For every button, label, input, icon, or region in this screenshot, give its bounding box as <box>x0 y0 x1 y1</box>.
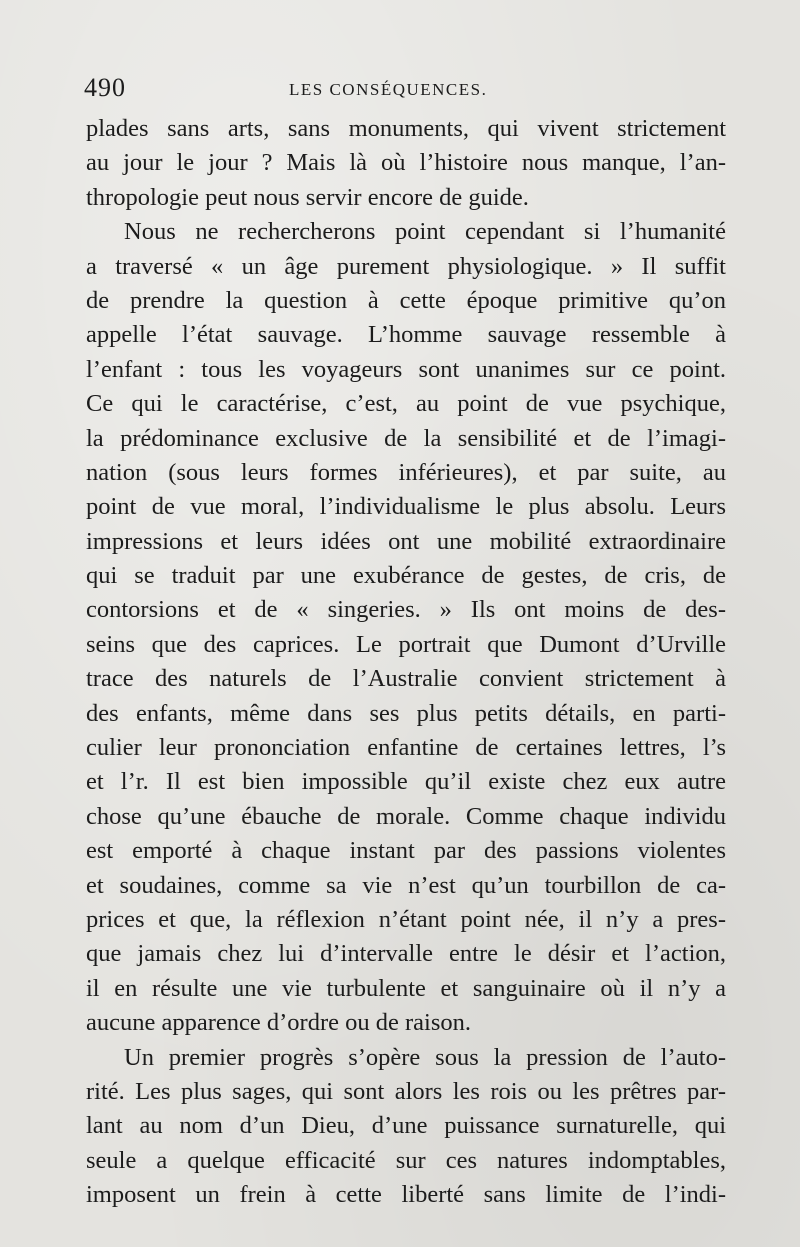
text-line: culier leur prononciation enfantine de certaines lettres, l’s <box>86 734 726 762</box>
text-line: aucune apparence d’ordre ou de raison. <box>86 1009 472 1037</box>
text-line: des enfants, même dans ses plus petits détails, en parti- <box>86 699 726 727</box>
page-number: 490 <box>84 73 126 102</box>
text-line: rité. Les plus sages, qui sont alors les rois ou les prêtres par- <box>86 1077 726 1105</box>
text-line: prices et que, la réflexion n’étant point née, il n’y a pres- <box>86 905 726 933</box>
text-line: la prédominance exclusive de la sensibilité et de l’imagi- <box>86 424 726 452</box>
body-text <box>86 112 726 1213</box>
text-line: Nous ne rechercherons point cependant si l’humanité <box>124 218 726 246</box>
text-line: appelle l’état sauvage. L’homme sauvage ressemble à <box>86 321 726 349</box>
text-line: plades sans arts, sans monuments, qui vivent strictement <box>86 115 726 142</box>
text-line: point de vue moral, l’individualisme le plus absolu. Leurs <box>86 493 726 521</box>
text-line: nation (sous leurs formes inférieures), et par suite, au <box>86 458 726 486</box>
text-line: il en résulte une vie turbulente et sanguinaire où il n’y a <box>86 974 726 1002</box>
text-line: contorsions et de « singeries. » Ils ont moins de des- <box>86 596 726 624</box>
text-line: trace des naturels de l’Australie convient strictement à <box>86 665 726 693</box>
text-line: seule a quelque efficacité sur ces natures indomptables, <box>86 1146 726 1174</box>
text-line: de prendre la question à cette époque primitive qu’on <box>86 286 726 314</box>
text-line: chose qu’une ébauche de morale. Comme chaque individu <box>86 802 726 830</box>
text-line: et soudaines, comme sa vie n’est qu’un tourbillon de ca- <box>86 871 726 899</box>
page-header <box>84 70 724 106</box>
text-line: que jamais chez lui d’intervalle entre le désir et l’action, <box>86 940 726 968</box>
text-line: lant au nom d’un Dieu, d’une puissance surnaturelle, qui <box>86 1112 726 1140</box>
text-line: Ce qui le caractérise, c’est, au point de vue psychique, <box>86 390 726 418</box>
text-line: l’enfant : tous les voyageurs sont unanimes sur ce point. <box>86 355 726 383</box>
text-line: au jour le jour ? Mais là où l’histoire nous manque, l’an- <box>86 149 726 177</box>
text-line: et l’r. Il est bien impossible qu’il existe chez eux autre <box>86 768 726 796</box>
text-line: impressions et leurs idées ont une mobilité extraordinaire <box>86 527 726 555</box>
text-line: Un premier progrès s’opère sous la pression de l’auto- <box>124 1043 726 1071</box>
text-line: thropologie peut nous servir encore de guide. <box>86 183 529 211</box>
text-line: qui se traduit par une exubérance de gestes, de cris, de <box>86 562 726 590</box>
text-line: a traversé « un âge purement physiologique. » Il suffit <box>86 252 726 280</box>
text-line: seins que des caprices. Le portrait que Dumont d’Urville <box>86 630 726 658</box>
text-line: imposent un frein à cette liberté sans limite de l’indi- <box>86 1181 726 1209</box>
running-title: LES CONSÉQUENCES. <box>289 80 488 99</box>
text-line: est emporté à chaque instant par des passions violentes <box>86 837 726 865</box>
